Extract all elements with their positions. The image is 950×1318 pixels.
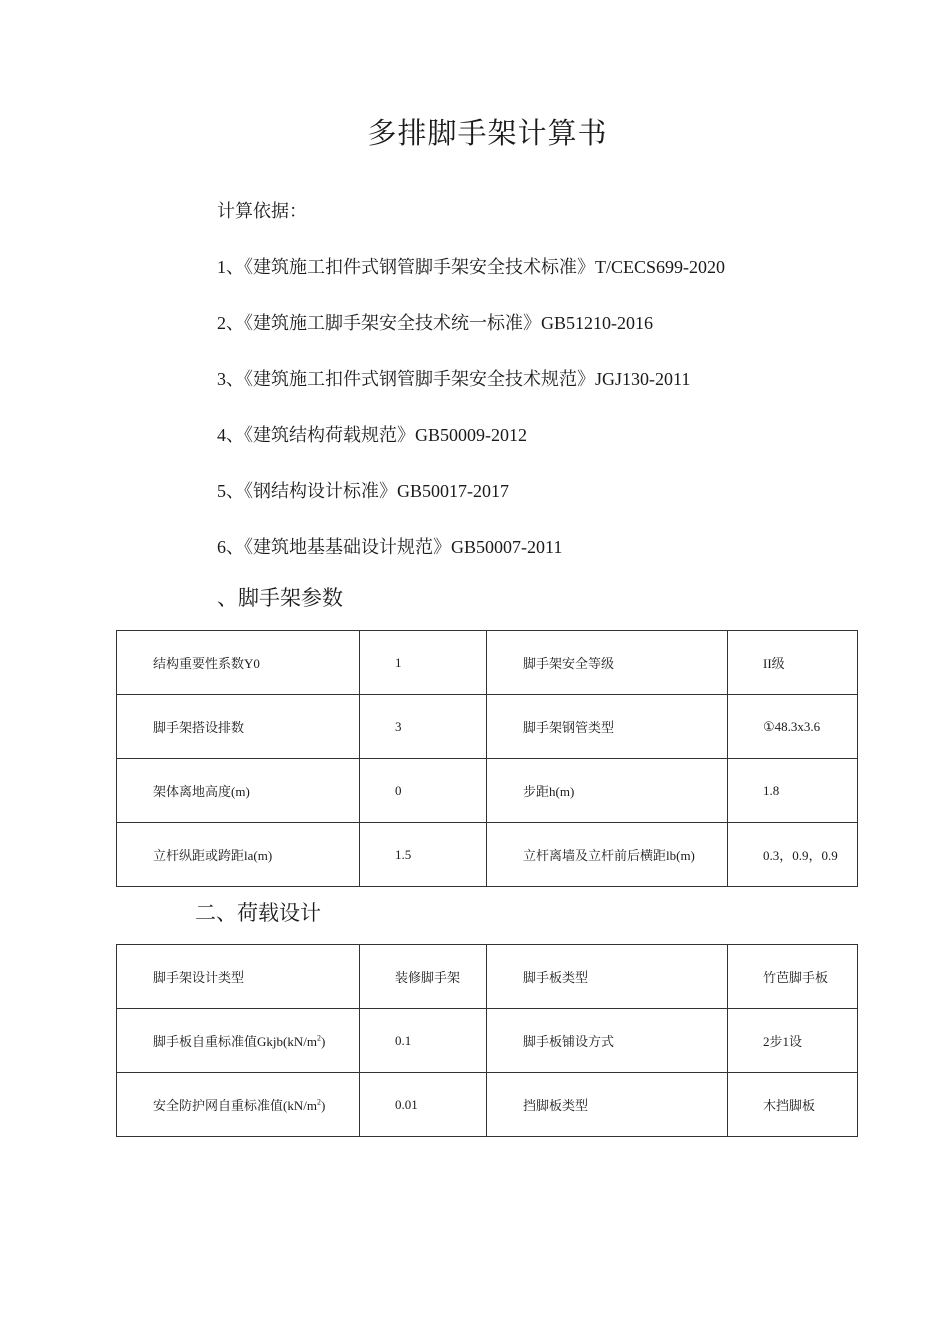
reference-item: 4、《建筑结构荷载规范》GB50009-2012	[217, 425, 527, 445]
table-row	[117, 1073, 858, 1137]
param-value: 1.5	[360, 823, 487, 887]
param-label: 脚手架设计类型	[117, 945, 360, 1009]
param-label-tail: )	[320, 1098, 326, 1113]
section-heading-scaffold-params: 、脚手架参数	[217, 586, 343, 610]
param-label: 脚手架搭设排数	[117, 695, 360, 759]
param-value: ①48.3x3.6	[728, 695, 858, 759]
param-value: 装修脚手架	[360, 945, 487, 1009]
reference-item: 5、《钢结构设计标准》GB50017-2017	[217, 481, 509, 501]
reference-item: 2、《建筑施工脚手架安全技术统一标准》GB51210-2016	[217, 313, 653, 333]
param-value: 竹芭脚手板	[728, 945, 858, 1009]
table-row	[117, 823, 858, 887]
param-label	[117, 1073, 360, 1137]
table-row	[117, 695, 858, 759]
param-value: 2步1设	[728, 1009, 858, 1073]
param-label: 架体离地高度(m)	[117, 759, 360, 823]
section-heading-load-design: 二、荷载设计	[195, 901, 321, 925]
param-label: 脚手架安全等级	[487, 631, 728, 695]
table-row	[117, 631, 858, 695]
load-design-table	[116, 944, 858, 1137]
param-label: 立杆离墙及立杆前后横距lb(m)	[487, 823, 728, 887]
param-value: 木挡脚板	[728, 1073, 858, 1137]
reference-item: 3、《建筑施工扣件式钢管脚手架安全技术规范》JGJ130-2011	[217, 369, 691, 389]
unit-superscript: 2	[316, 1033, 321, 1043]
param-label: 立杆纵距或跨距la(m)	[117, 823, 360, 887]
param-value: 0.3，0.9，0.9	[728, 823, 858, 887]
param-value: 0.1	[360, 1009, 487, 1073]
param-label: 步距h(m)	[487, 759, 728, 823]
reference-item: 6、《建筑地基基础设计规范》GB50007-2011	[217, 537, 563, 557]
param-value: 0	[360, 759, 487, 823]
unit-superscript: 2	[316, 1097, 321, 1107]
table-row	[117, 945, 858, 1009]
param-value: 1.8	[728, 759, 858, 823]
table-row	[117, 759, 858, 823]
param-label-text: 安全防护网自重标准值(kN/m	[153, 1098, 317, 1113]
scaffold-params-table	[116, 630, 858, 887]
param-label: 结构重要性系数Y0	[117, 631, 360, 695]
param-value: 1	[360, 631, 487, 695]
param-label-tail: )	[320, 1034, 326, 1049]
param-label: 脚手板铺设方式	[487, 1009, 728, 1073]
param-value: II级	[728, 631, 858, 695]
param-label	[117, 1009, 360, 1073]
param-label: 挡脚板类型	[487, 1073, 728, 1137]
reference-item: 1、《建筑施工扣件式钢管脚手架安全技术标准》T/CECS699-2020	[217, 257, 726, 277]
document-title: 多排脚手架计算书	[367, 118, 608, 150]
param-label: 脚手板类型	[487, 945, 728, 1009]
param-value: 3	[360, 695, 487, 759]
param-value: 0.01	[360, 1073, 487, 1137]
param-label-text: 脚手板自重标准值Gkjb(kN/m	[153, 1034, 317, 1049]
table-row	[117, 1009, 858, 1073]
param-label: 脚手架钢管类型	[487, 695, 728, 759]
basis-label: 计算依据：	[217, 201, 307, 221]
